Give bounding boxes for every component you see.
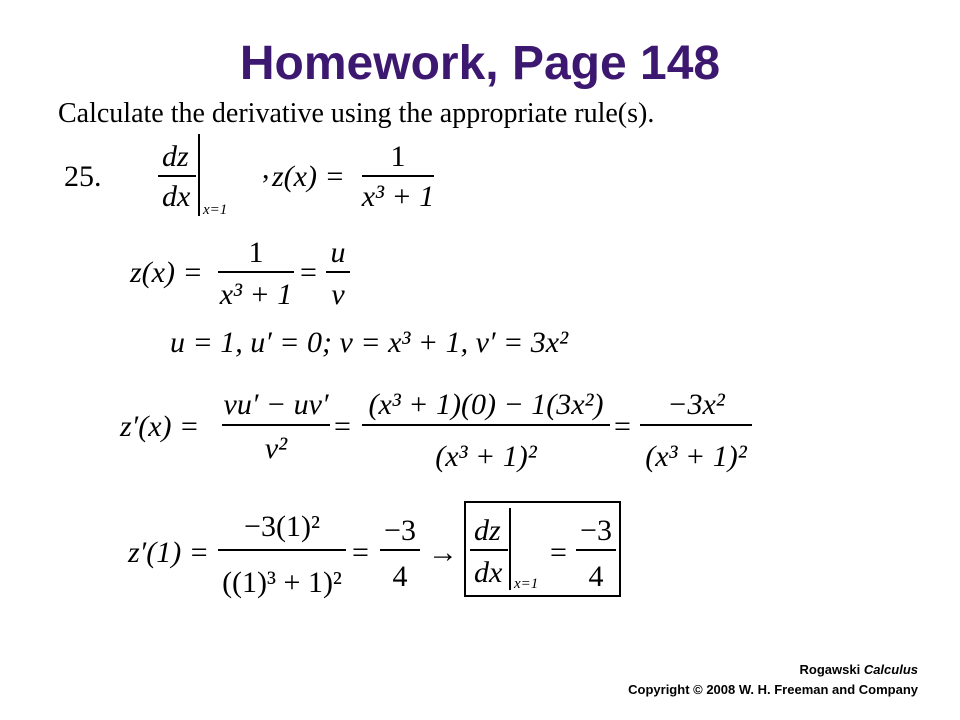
answer-derivative-denominator: dx: [474, 556, 503, 589]
answer-evaluation-point: x=1: [514, 576, 539, 592]
arrow: →: [428, 536, 458, 569]
comma: ,: [262, 152, 270, 185]
equals-sign: =: [352, 536, 369, 569]
equals-sign: =: [550, 536, 567, 569]
author-name: Rogawski: [799, 662, 861, 677]
step1-denominator: x³ + 1: [219, 278, 293, 311]
step3-quotient-denominator: v²: [264, 432, 288, 465]
step3-expanded-denominator: (x³ + 1)²: [435, 440, 537, 473]
book-name: Calculus: [863, 662, 918, 677]
equals-sign: =: [334, 410, 351, 443]
slide-title: Homework, Page 148: [239, 37, 721, 90]
step3-result-denominator: (x³ + 1)²: [645, 440, 747, 473]
final-answer-box: [465, 502, 620, 596]
step1-numerator: 1: [248, 236, 264, 269]
step1-lhs: z(x) =: [130, 256, 203, 289]
derivative-numerator: dz: [162, 140, 189, 173]
step-3: [119, 388, 752, 473]
step4-value-denominator: 4: [392, 560, 408, 593]
step4-value-numerator: −3: [384, 514, 416, 547]
step2-definitions: u = 1, u′ = 0; v = x³ + 1, v′ = 3x²: [170, 326, 569, 359]
step1-u: u: [330, 236, 346, 269]
derivative-denominator: dx: [162, 180, 191, 213]
problem-number: 25.: [64, 160, 102, 193]
step3-expanded-numerator: (x³ + 1)(0) − 1(3x²): [368, 388, 604, 421]
equals-sign: =: [300, 256, 317, 289]
copyright-line: Copyright © 2008 W. H. Freeman and Company: [628, 682, 918, 697]
answer-denominator: 4: [588, 560, 604, 593]
step4-lhs: z′(1) =: [128, 536, 209, 569]
step-4: [127, 510, 458, 599]
instruction-text: Calculate the derivative using the appropriate rule(s).: [58, 98, 655, 129]
function-denominator: x³ + 1: [361, 180, 435, 213]
answer-derivative-numerator: dz: [474, 514, 501, 547]
step3-lhs: z′(x) =: [120, 410, 200, 443]
function-numerator: 1: [390, 140, 406, 173]
step-1: [129, 236, 350, 311]
evaluation-point: x=1: [203, 202, 228, 218]
equals-sign: =: [614, 410, 631, 443]
step3-result-numerator: −3x²: [667, 388, 725, 421]
step1-v: v: [331, 278, 345, 311]
answer-numerator: −3: [580, 514, 612, 547]
step4-numerator: −3(1)²: [244, 510, 320, 543]
copyright-footer: [628, 660, 918, 700]
step4-denominator: ((1)³ + 1)²: [222, 566, 342, 599]
step3-quotient-numerator: vu′ − uv′: [223, 388, 329, 421]
function-lhs: z(x) =: [272, 160, 345, 193]
problem-statement: [64, 134, 434, 218]
book-reference: [628, 660, 918, 680]
